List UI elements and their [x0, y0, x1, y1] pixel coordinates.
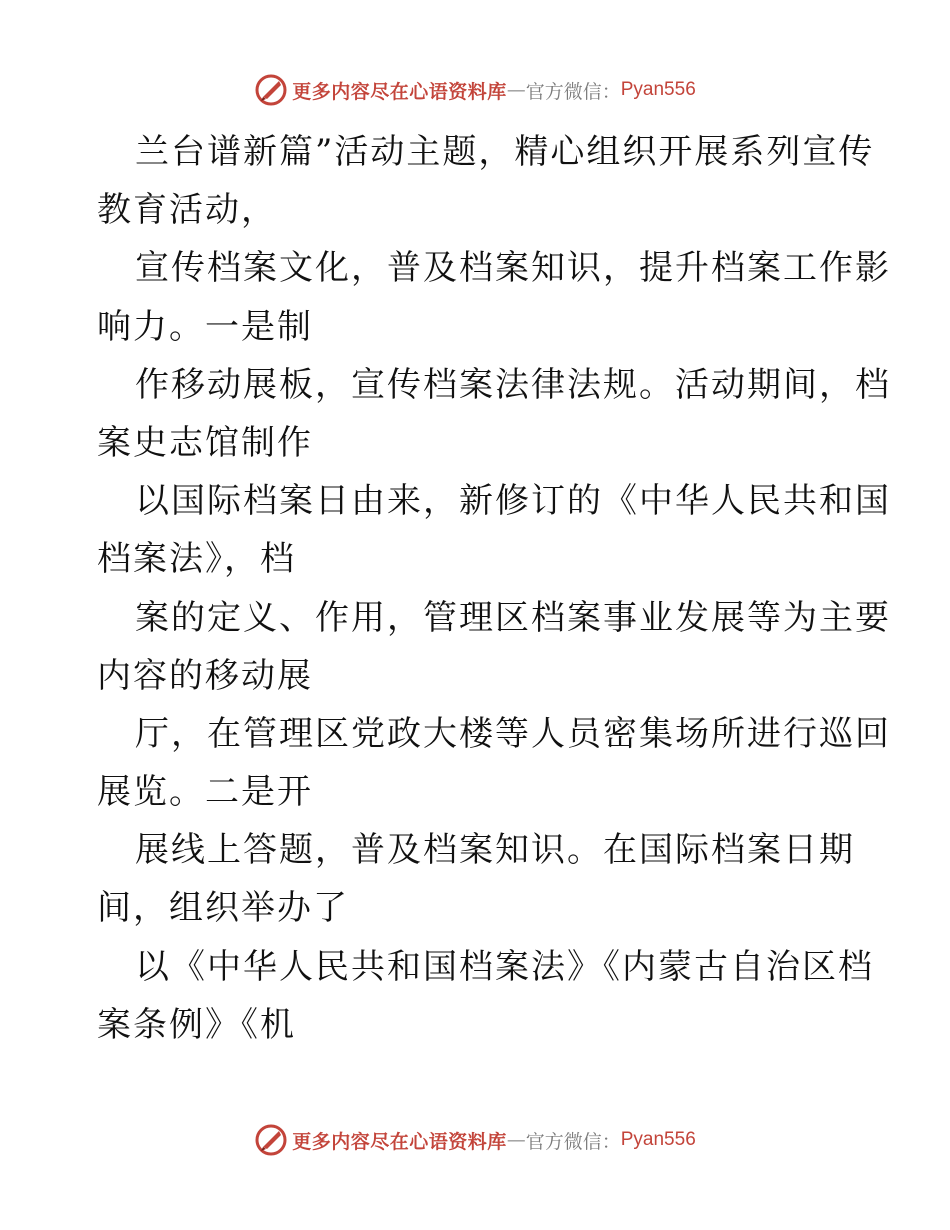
quill-pen-logo-icon — [254, 73, 288, 107]
document-body — [97, 123, 891, 1054]
body-line: 展线上答题，普及档案知识。在国际档案日期 — [135, 830, 855, 871]
body-line: 教育活动， — [97, 190, 277, 231]
body-line: 案史志馆制作 — [97, 422, 313, 463]
body-line: 宣传档案文化，普及档案知识，提升档案工作影 — [135, 248, 891, 289]
body-line: 作移动展板，宣传档案法律法规。活动期间，档 — [135, 364, 891, 405]
body-line: 兰台谱新篇”活动主题，精心组织开展系列宣传 — [135, 132, 875, 172]
body-line: 以国际档案日由来，新修订的《中华人民共和国 — [135, 481, 891, 522]
body-line: 展览。二是开 — [97, 772, 313, 813]
body-line: 案条例》《机 — [97, 1004, 296, 1045]
header-banner — [0, 70, 950, 110]
header-wechat-label: 官方微信： — [525, 80, 621, 103]
body-line: 以《中华人民共和国档案法》《内蒙古自治区档 — [135, 946, 874, 987]
body-line: 响力。一是制 — [97, 306, 313, 347]
footer-wechat-label: 官方微信： — [525, 1130, 621, 1153]
body-line: 间，组织举办了 — [97, 888, 349, 929]
header-promo-text: 更多内容尽在心语资料库 — [292, 80, 507, 103]
body-line: 内容的移动展 — [97, 655, 313, 696]
footer-wechat-id: Pyan556 — [620, 1129, 696, 1150]
footer-dash: — — [506, 1129, 526, 1151]
header-dash: — — [506, 79, 526, 101]
body-line: 档案法》，档 — [97, 539, 296, 580]
quill-pen-logo-icon — [254, 1123, 288, 1157]
body-line: 厅，在管理区党政大楼等人员密集场所进行巡回 — [135, 713, 891, 754]
header-wechat-id: Pyan556 — [620, 79, 696, 100]
footer-banner — [0, 1120, 950, 1160]
body-line: 案的定义、作用，管理区档案事业发展等为主要 — [135, 597, 891, 638]
footer-promo-text: 更多内容尽在心语资料库 — [292, 1130, 507, 1153]
